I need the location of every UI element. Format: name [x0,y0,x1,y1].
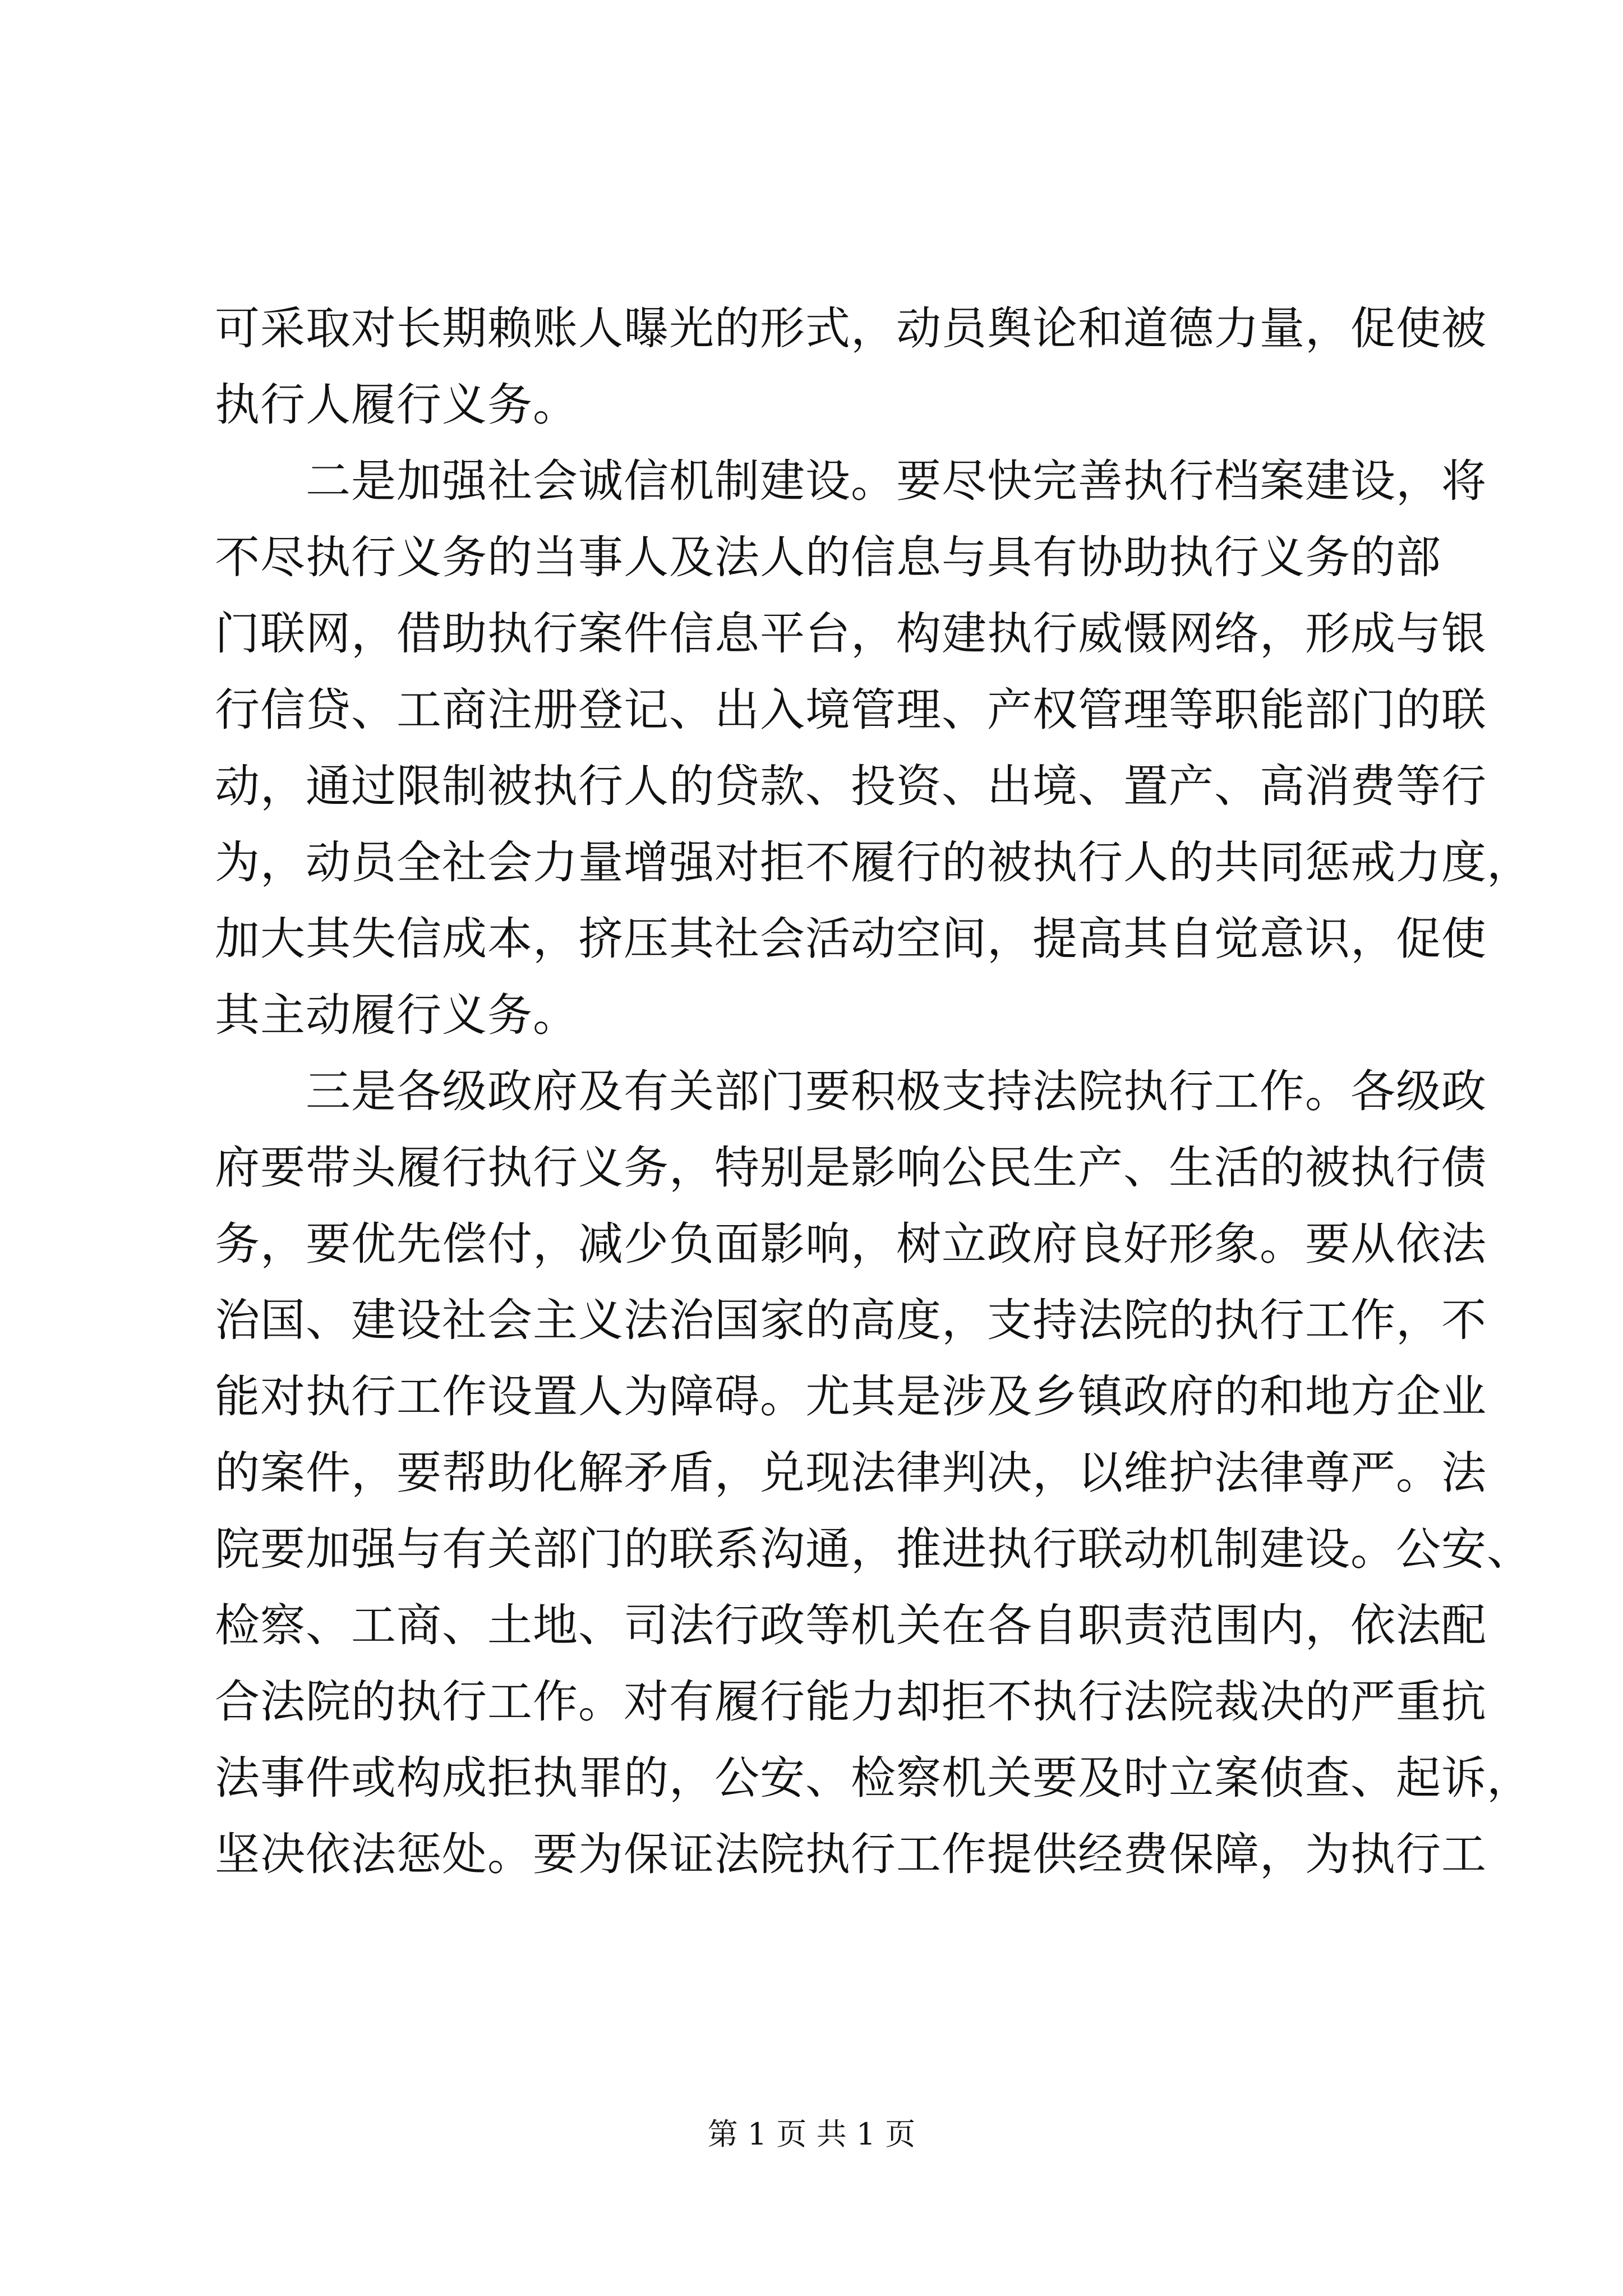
document-body [215,291,1532,1893]
text-line: 门联网，借助执行案件信息平台，构建执行威慑网络，形成与银 [215,608,1487,660]
text-line: 可采取对长期赖账人曝光的形式，动员舆论和道德力量，促使被 [215,302,1487,355]
text-line: 加大其失信成本，挤压其社会活动空间，提高其自觉意识，促使 [215,913,1487,965]
text-line: 治国、建设社会主义法治国家的高度，支持法院的执行工作，不 [215,1294,1487,1346]
text-line: 合法院的执行工作。对有履行能力却拒不执行法院裁决的严重抗 [215,1676,1487,1728]
text-line: 不尽执行义务的当事人及法人的信息与具有协助执行义务的部 [215,531,1441,583]
text-line: 能对执行工作设置人为障碍。尤其是涉及乡镇政府的和地方企业 [215,1370,1487,1423]
text-line: 执行人履行义务。 [215,379,578,431]
text-line: 检察、工商、土地、司法行政等机关在各自职责范围内，依法配 [215,1599,1487,1651]
text-line: 为，动员全社会力量增强对拒不履行的被执行人的共同惩戒力度， [215,836,1532,889]
text-line: 的案件，要帮助化解矛盾，兑现法律判决，以维护法律尊严。法 [215,1447,1487,1499]
text-line: 坚决依法惩处。要为保证法院执行工作提供经费保障，为执行工 [215,1828,1487,1880]
text-line: 三是各级政府及有关部门要积极支持法院执行工作。各级政 [215,1065,1487,1117]
text-line: 府要带头履行执行义务，特别是影响公民生产、生活的被执行债 [215,1142,1487,1194]
text-line: 其主动履行义务。 [215,989,578,1041]
text-line: 动，通过限制被执行人的贷款、投资、出境、置产、高消费等行 [215,760,1487,812]
text-line: 二是加强社会诚信机制建设。要尽快完善执行档案建设，将 [215,455,1487,507]
text-line: 法事件或构成拒执罪的，公安、检察机关要及时立案侦查、起诉， [215,1752,1532,1804]
text-line: 行信贷、工商注册登记、出入境管理、产权管理等职能部门的联 [215,684,1487,736]
text-line: 务，要优先偿付，减少负面影响，树立政府良好形象。要从依法 [215,1218,1487,1270]
page-number-footer: 第 1 页 共 1 页 [707,2116,916,2152]
text-line: 院要加强与有关部门的联系沟通，推进执行联动机制建设。公安、 [215,1523,1532,1575]
